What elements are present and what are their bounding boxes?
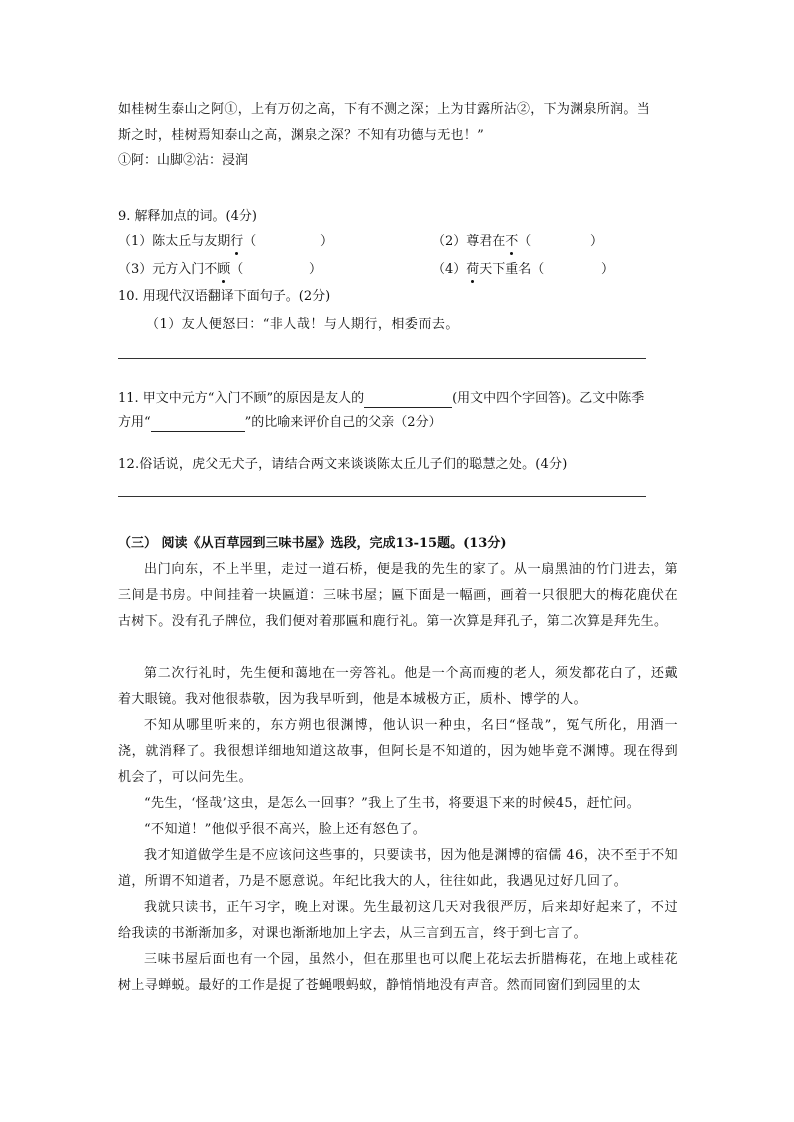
q9-item-3-dotted-word: 顾 — [217, 262, 231, 277]
reading-paragraph-5: “不知道！”他似乎很不高兴，脸上还有怒色了。 — [144, 822, 427, 837]
q9-item-2-close: ） — [590, 234, 604, 249]
q9-item-4-close: ） — [601, 262, 615, 277]
q9-item-4-open: 天下重名（ — [479, 262, 545, 277]
q9-item-4 — [432, 261, 544, 279]
q12-text: 12.俗话说，虎父无犬子，请结合两文来谈谈陈太丘儿子们的聪慧之处。(4分) — [118, 457, 568, 472]
q11-text-2: (用文中四个字回答)。乙文中陈季 — [452, 391, 645, 406]
q10-title: 10. 用现代汉语翻译下面句子。(2分) — [118, 289, 331, 304]
q9-item-1-text: （1）陈太丘与友期 — [118, 234, 231, 249]
q11-text-1: 11. 甲文中元方“入门不顾”的原因是友人的 — [118, 391, 365, 406]
q9-item-3-text: （3）元方入门不 — [118, 262, 218, 277]
reading-paragraph-7: 我就只读书，正午习字，晚上对课。先生最初这几天对我很严厉，后来却好起来了，不过给我读的书渐渐加多，对课也渐渐地加上字去，从三言到五言，终于到七言了。 — [118, 900, 678, 941]
q9-item-1-open: （ — [243, 234, 257, 249]
q9-item-3-close: ） — [309, 262, 323, 277]
answer-line-q12[interactable] — [118, 496, 646, 497]
q9-item-1-close: ） — [320, 234, 334, 249]
q11-text-4: ”的比喻来评价自己的父亲（2分） — [244, 415, 442, 430]
footnotes: ①阿：山脚②沾：浸润 — [118, 153, 249, 168]
q9-item-2-open: （ — [518, 234, 532, 249]
q9-item-1 — [118, 233, 256, 251]
q11-blank-2[interactable] — [151, 417, 245, 432]
q11-blank-1[interactable] — [364, 393, 452, 408]
q9-item-2-dotted-word: 不 — [505, 234, 519, 249]
reading-paragraph-1: 出门向东，不上半里，走过一道石桥，便是我的先生的家了。从一扇黑油的竹门进去，第三间是书房。中间挂着一块匾道：三味书屋；匾下面是一幅画，画着一只很肥大的梅花鹿伏在古树下。没有孔子牌位，我们便对着那匾和鹿行礼。第一次算是拜孔子，第二次算是拜先生。 — [118, 562, 678, 629]
q9-item-4-text: （4） — [432, 262, 467, 277]
q11-text-3: 方用“ — [118, 415, 151, 430]
q9-item-3 — [118, 261, 243, 279]
reading-paragraph-4: “先生，‘怪哉’这虫，是怎么一回事？”我上了生书，将要退下来的时候45，赶忙问。 — [144, 796, 641, 811]
passage-line-2: 斯之时，桂树焉知泰山之高，渊泉之深？不知有功德与无也！” — [118, 128, 485, 143]
q9-item-3-open: （ — [230, 262, 244, 277]
reading-paragraph-6: 我才知道做学生是不应该问这些事的，只要读书，因为他是渊博的宿儒 46，决不至于不知道，所谓不知道者，乃是不愿意说。年纪比我大的人，往往如此，我遇见过好几回了。 — [118, 848, 678, 889]
q9-item-2 — [432, 233, 531, 251]
q11-line-2 — [118, 414, 442, 432]
passage-line-1: 如桂树生泰山之阿①，上有万仞之高，下有不测之深；上为甘露所沾②，下为渊泉所润。当 — [118, 102, 651, 117]
q9-item-2-text: （2）尊君在 — [432, 234, 506, 249]
q9-item-4-dotted-word: 荷 — [466, 262, 480, 277]
section-3-heading: （三） 阅读《从百草园到三味书屋》选段，完成13-15题。(13分) — [118, 536, 507, 551]
q11-line-1 — [118, 390, 644, 408]
q9-title: 9. 解释加点的词。(4分) — [118, 209, 257, 224]
reading-paragraph-3: 不知从哪里听来的，东方朔也很渊博，他认识一种虫，名曰“怪哉”，冤气所化，用酒一浇，就消释了。我很想详细地知道这故事，但阿长是不知道的，因为她毕竟不渊博。现在得到机会了，可以问先生。 — [118, 718, 678, 785]
reading-paragraph-2: 第二次行礼时，先生便和蔼地在一旁答礼。他是一个高而瘦的老人，须发都花白了，还戴着大眼镜。我对他很恭敬，因为我早听到，他是本城极方正，质朴、博学的人。 — [118, 666, 678, 707]
q9-item-1-dotted-word: 行 — [230, 234, 244, 249]
answer-line-q10[interactable] — [118, 358, 646, 359]
q10-sentence: （1）友人便怒曰：“非人哉！与人期行，相委而去。 — [146, 317, 459, 332]
reading-paragraph-8: 三味书屋后面也有一个园，虽然小，但在那里也可以爬上花坛去折腊梅花，在地上或桂花树上寻蝉蜕。最好的工作是捉了苍蝇喂蚂蚁，静悄悄地没有声音。然而同窗们到园里的太 — [118, 952, 678, 993]
